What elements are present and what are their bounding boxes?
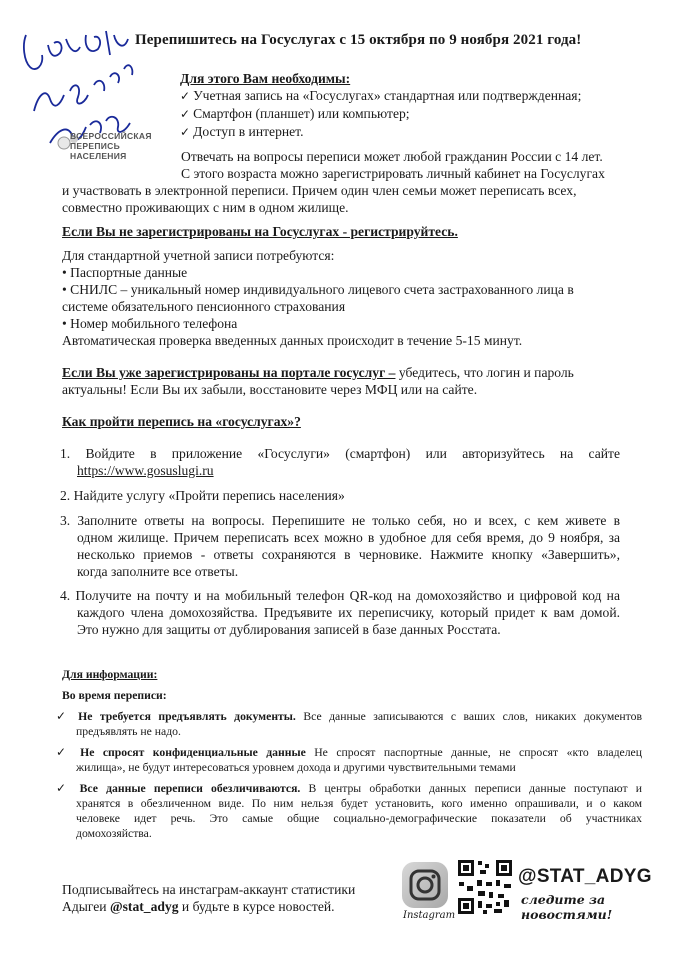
gosuslugi-link[interactable]: https://www.gosuslugi.ru (77, 463, 214, 478)
list-item: • Паспортные данные (62, 265, 188, 280)
list-item: • СНИЛС – уникальный номер индивидуального лицевого счета застрахованного лица в (62, 282, 574, 297)
bullet-icon: • (62, 316, 71, 331)
step-3: 3. Заполните ответы на вопросы. Перепишите не только себя, но и всех, с кем живете в одном жилище. Причем переписать всех можно в удобное для себя время, до 9 ноября, за несколько приемов - ответы сохраняются в черновике. Нажмите кнопку «Завершить», когда заполните все ответы. (60, 513, 620, 579)
register-heading: Если Вы не зарегистрированы на Госуслугах - регистрируйтесь. (62, 224, 458, 239)
check-icon: ✓ (56, 745, 81, 759)
intro-line: совместно проживающих с ним в одном жилище. (62, 200, 349, 215)
check-icon: ✓ (180, 89, 194, 103)
step-1: 1. Войдите в приложение «Госуслуги» (смартфон) или авторизуйтесь на сайте https://www.gosuslugi.ru (60, 446, 620, 478)
check-icon: ✓ (56, 709, 79, 723)
intro-line: Отвечать на вопросы переписи может любой гражданин России с 14 лет. (181, 149, 603, 164)
register-lead: Для стандартной учетной записи потребуются: (62, 248, 335, 263)
check-icon: ✓ (180, 107, 194, 121)
instagram-caption: Instagram (403, 910, 456, 921)
footer-line: Адыгеи @stat_adyg и будьте в курсе новостей. (62, 899, 335, 914)
step-2: 2. Найдите услугу «Пройти перепись населения» (60, 488, 345, 503)
page-title: Перепишитесь на Госуслугах с 15 октября по 9 ноября 2021 года! (135, 32, 582, 48)
info-item: ✓ Не спросят конфиденциальные данные Не спросят паспортные данные, не спросят «кто владелец жилища», не будут интересоваться уровнем дохода и другими чувствительными темами (56, 745, 642, 774)
bullet-icon: • (62, 282, 71, 297)
info-item: ✓ Все данные переписи обезличиваются. В центры обработки данных переписи данные поступают и хранятся в обезличенном виде. По ним нельзя будет установить, кого именно опрашивали, и о каком человеке идет речь. Это самые общие социально-демографические показатели об участниках домохозяйства. (56, 781, 643, 840)
how-heading: Как пройти перепись на «госуслугах»? (62, 414, 301, 429)
list-item: ✓ Учетная запись на «Госуслугах» стандартная или подтвержденная; (180, 88, 582, 103)
intro-line: и участвовать в электронной переписи. Причем один член семьи может переписать всех, (62, 183, 577, 198)
qr-code-icon (456, 858, 514, 916)
instagram-icon[interactable] (402, 862, 448, 908)
info-item: ✓ Не требуется предъявлять документы. Все данные записываются с ваших слов, никаких документов предъявлять не надо. (56, 709, 642, 738)
footer-line: Подписывайтесь на инстаграм-аккаунт статистики (62, 882, 356, 897)
census-logo-text: ВСЕРОССИЙСКАЯ ПЕРЕПИСЬ НАСЕЛЕНИЯ (70, 131, 152, 161)
check-icon: ✓ (180, 125, 194, 139)
list-item: ✓ Смартфон (планшет) или компьютер; (180, 106, 410, 121)
list-item: ✓ Доступ в интернет. (180, 124, 304, 139)
slogan: следите за новостями! (521, 892, 613, 922)
already-line: Если Вы уже зарегистрированы на портале госуслуг – убедитесь, что логин и пароль (62, 365, 574, 380)
step-4: 4. Получите на почту и на мобильный телефон QR-код на домохозяйство и цифровой код на каждого члена домохозяйства. Предъявите их переписчику, который придет к вам домой. Это нужно для защиты от дублирования записей в базе данных Росстата. (60, 588, 620, 637)
bullet-icon: • (62, 265, 71, 280)
requirements-list (180, 87, 581, 141)
register-after: Автоматическая проверка введенных данных происходит в течение 5-15 минут. (62, 333, 523, 348)
requirements-heading: Для этого Вам необходимы: (180, 71, 351, 86)
already-line: актуальны! Если Вы их забыли, восстановите через МФЦ или на сайте. (62, 382, 478, 397)
list-item: • Номер мобильного телефона (62, 316, 238, 331)
instagram-handle: @STAT_ADYG (518, 866, 652, 887)
list-item-continuation: системе обязательного пенсионного страхования (62, 299, 346, 314)
intro-line: С этого возраста можно зарегистрировать личный кабинет на Госуслугах (181, 166, 605, 181)
info-heading: Для информации: (62, 668, 158, 681)
info-sub: Во время переписи: (62, 689, 167, 702)
check-icon: ✓ (56, 781, 80, 795)
